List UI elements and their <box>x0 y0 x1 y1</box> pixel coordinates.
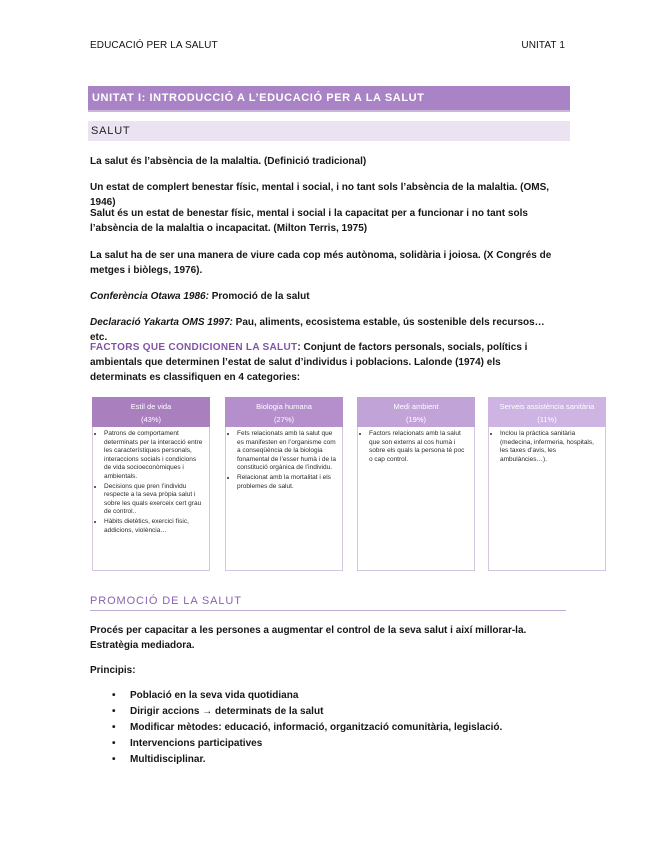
category-percentage: (43%) <box>140 415 161 424</box>
category-header <box>488 397 606 427</box>
conference-text: Promoció de la salut <box>208 291 310 302</box>
definition-paragraph: Salut és un estat de benestar físic, mental i social i la capacitat per a funcionar i no tant sols l’absència de la malaltia o incapacitat. (Milton Terris, 1975) <box>90 208 528 234</box>
principles-list <box>112 688 502 768</box>
category-header <box>357 397 475 427</box>
category-health-services <box>488 397 606 571</box>
definition-paragraph: La salut ha de ser una manera de viure cada cop més autònoma, solidària i joiosa. (X Congrés de metges i biòlegs, 1976). <box>90 250 552 276</box>
category-lifestyle <box>92 397 210 571</box>
category-percentage: (11%) <box>537 415 557 424</box>
category-body <box>488 427 606 571</box>
factors-text: : Conjunt de factors personals, socials, polítics i ambientals que determinen l’estat de salut d’individus i poblacions. Lalonde (1974) els determinats es classifiquen en 4 categories: <box>90 342 528 383</box>
category-body <box>92 427 210 571</box>
unit-title-banner: UNITAT I: INTRODUCCIÓ A L’EDUCACIÓ PER A LA SALUT <box>88 86 570 110</box>
category-item: • Inclou la pràctica sanitària (medecina, infermeria, hospitals, les taxes d’avis, les ambulàncies…). <box>500 430 600 464</box>
category-title: Estil de vida <box>130 402 172 411</box>
list-item: • Població en la seva vida quotidiana <box>112 688 502 704</box>
category-body <box>357 427 475 571</box>
category-item: • Hàbits dietètics, exercici físic, addicions, violència… <box>104 518 204 535</box>
definition-paragraph: La salut és l’absència de la malaltia. (Definició tradicional) <box>90 156 367 167</box>
conference-text: Pau, aliments, ecosistema estable, ús sostenible dels recursos…etc. <box>90 317 545 343</box>
promotion-intro: Procés per capacitar a les persones a augmentar el control de la seva salut i així millorar-la. Estratègia mediadora. <box>90 625 527 651</box>
category-title: Biologia humana <box>256 402 312 411</box>
category-item: • Relacionat amb la mortalitat i els problemes de salut. <box>237 474 337 491</box>
factors-paragraph <box>90 340 560 385</box>
section-title-promocio: PROMOCIÓ DE LA SALUT <box>90 595 566 611</box>
category-item: • Factors relacionats amb la salut que son externs al cos humà i sobre els quals la persona té poc o cap control. <box>369 430 469 464</box>
list-item: • Modificar mètodes: educació, informació, organització comunitària, legislació. <box>112 720 502 736</box>
list-item: • Dirigir accions → determinats de la salut <box>112 704 502 720</box>
category-header <box>225 397 343 427</box>
conference-label: Declaració Yakarta OMS 1997: <box>90 317 233 328</box>
category-item: • Patrons de comportament determinats per la interacció entre les característiques personals, interaccions socials i condicions de vida socioeconòmiques i ambientals. <box>104 430 204 482</box>
conference-label: Conferència Otawa 1986: <box>90 291 209 302</box>
category-environment <box>357 397 475 571</box>
factors-heading: FACTORS QUE CONDICIONEN LA SALUT <box>90 342 298 353</box>
category-title: Serveis assistència sanitària <box>499 402 595 411</box>
section-title-salut: SALUT <box>88 121 570 141</box>
category-body <box>225 427 343 571</box>
category-title: Medi ambient <box>393 402 439 411</box>
list-item: • Multidisciplinar. <box>112 752 502 768</box>
page-header-left: EDUCACIÓ PER LA SALUT <box>90 40 218 51</box>
definition-paragraph: Un estat de complert benestar físic, mental i social, i no tant sols l’absència de la malaltia. (OMS, 1946) <box>90 182 550 208</box>
category-percentage: (19%) <box>405 415 426 424</box>
category-header <box>92 397 210 427</box>
principles-label: Principis: <box>90 665 136 676</box>
category-item: • Decisions que pren l’individu respecte a la seva pròpia salut i sobre les quals exerceix cert grau de control.. <box>104 483 204 517</box>
list-item: • Intervencions participatives <box>112 736 502 752</box>
category-item: • Fets relacionats amb la salut que es manifesten en l’organisme com a conseqüència de la biologia fonamental de l’esser humà i de la constitució orgànica de l’individu. <box>237 430 337 473</box>
page-header-right: UNITAT 1 <box>521 40 565 51</box>
conference-otawa <box>90 289 560 304</box>
category-percentage: (27%) <box>273 415 294 424</box>
category-human-biology <box>225 397 343 571</box>
